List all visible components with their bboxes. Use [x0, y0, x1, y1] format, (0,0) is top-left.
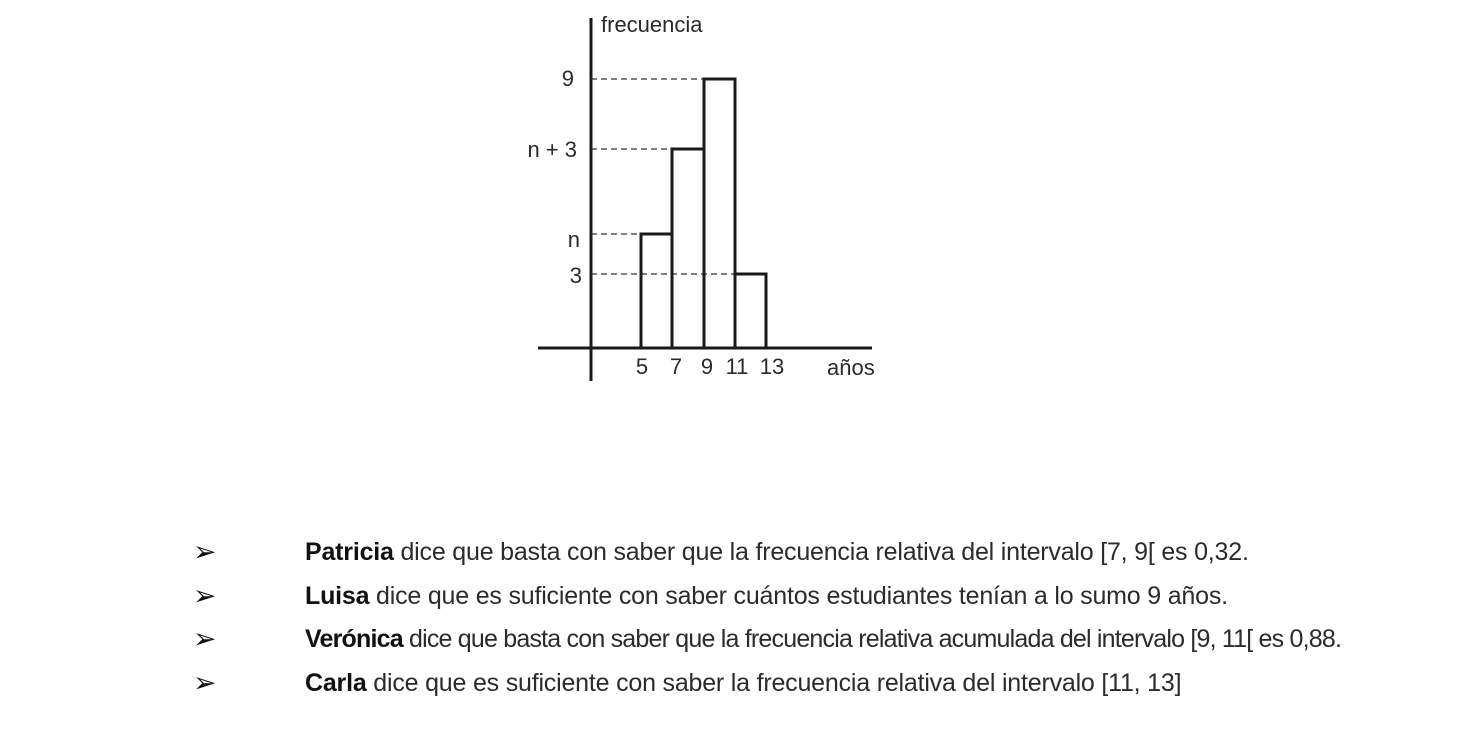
x-tick-label: 9 — [700, 354, 714, 379]
x-tick-label: 13 — [759, 354, 785, 379]
y-axis-label: frecuencia — [601, 12, 703, 37]
histogram-bar-7-9 — [672, 149, 704, 348]
histogram-bar-9-11 — [704, 79, 735, 348]
y-tick-label: n — [567, 227, 580, 252]
statement-name: Patricia — [305, 538, 394, 566]
x-tick-label: 11 — [725, 354, 749, 379]
statement-text — [305, 619, 1341, 659]
statement-name: Carla — [305, 669, 367, 697]
statement-name: Luisa — [305, 582, 370, 610]
y-tick-label: 3 — [569, 263, 582, 288]
x-tick-label: 5 — [635, 354, 649, 379]
statement-item — [0, 663, 1469, 703]
statement-body: dice que es suficiente con saber la frecuencia relativa del intervalo [11, 13] — [366, 669, 1182, 697]
arrow-bullet-icon: ➢ — [193, 535, 217, 568]
statement-item — [0, 532, 1469, 572]
statement-item — [0, 619, 1469, 659]
statement-text — [305, 663, 1181, 703]
y-tick-label: 9 — [561, 66, 574, 91]
histogram-bar-5-7 — [641, 234, 672, 348]
x-tick-label: 7 — [669, 354, 683, 379]
statement-item — [0, 576, 1469, 616]
arrow-bullet-icon: ➢ — [193, 666, 217, 699]
arrow-bullet-icon: ➢ — [193, 622, 217, 655]
arrow-bullet-icon: ➢ — [193, 579, 217, 612]
statement-body: dice que es suficiente con saber cuántos estudiantes tenían a lo sumo 9 años. — [369, 582, 1228, 610]
histogram-bar-11-13 — [735, 274, 766, 348]
statement-text — [305, 576, 1228, 616]
statement-body: dice que basta con saber que la frecuencia relativa del intervalo [7, 9[ es 0,32. — [393, 538, 1249, 566]
statement-name: Verónica — [305, 625, 403, 653]
statement-text — [305, 532, 1249, 572]
y-tick-label: n + 3 — [527, 137, 577, 162]
x-axis-label: años — [827, 355, 875, 380]
statement-body: dice que basta con saber que la frecuencia relativa acumulada del intervalo [9, 11[ es 0,88. — [402, 625, 1342, 653]
